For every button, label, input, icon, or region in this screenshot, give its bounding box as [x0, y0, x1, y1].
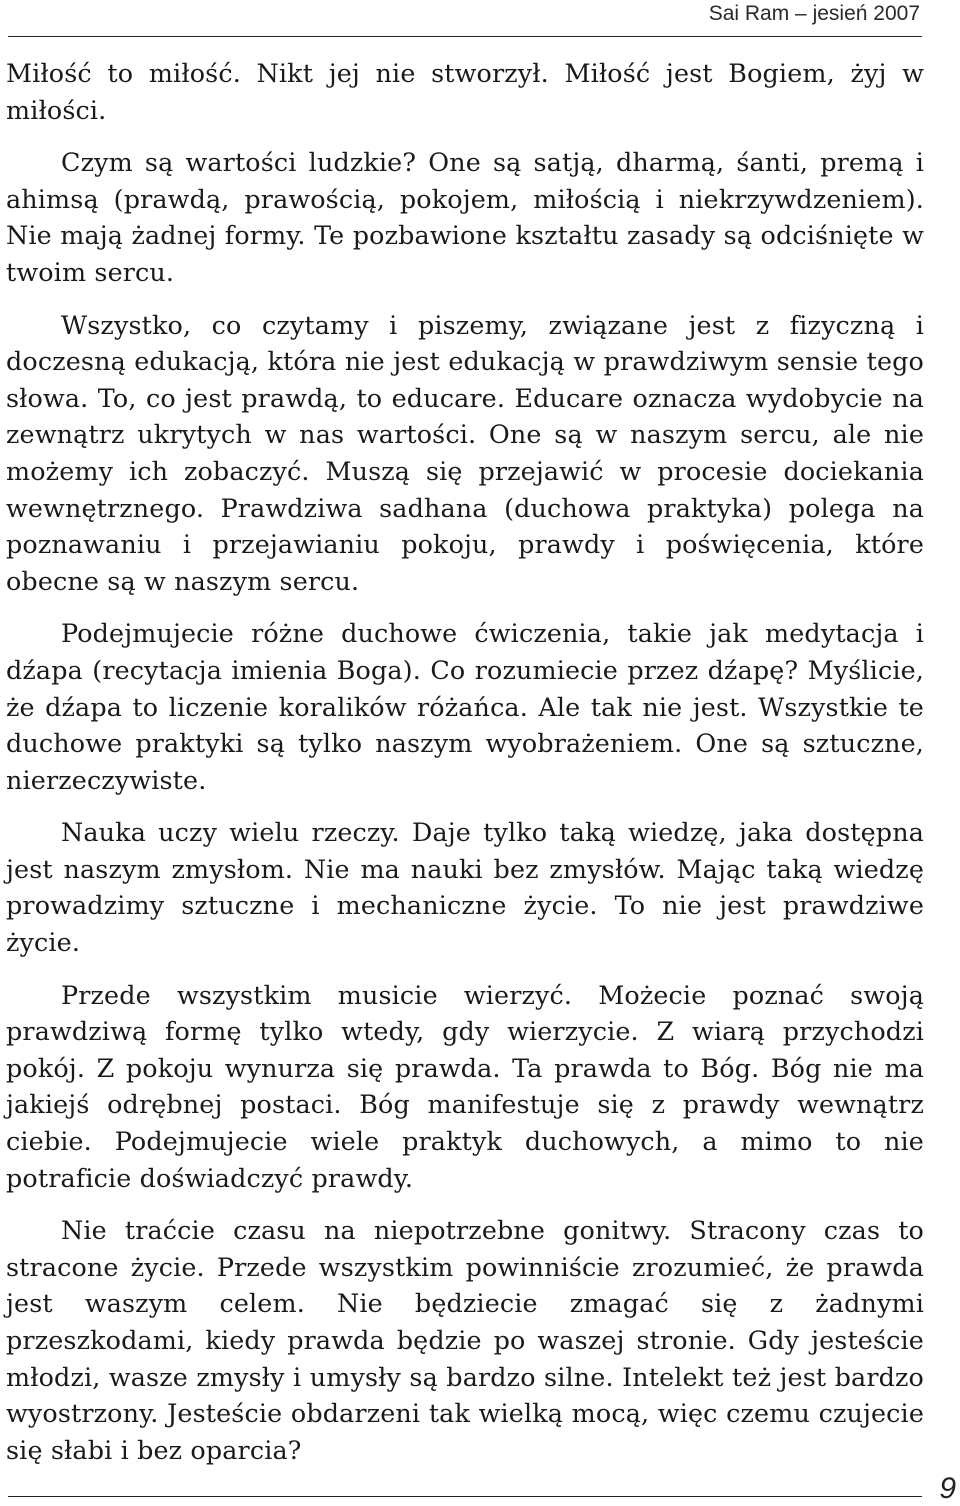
paragraph-2: Czym są wartości ludzkie? One są satją, dharmą, śanti, premą i ahimsą (prawdą, prawością, pokojem, miłością i niekrzywdzeniem). Nie mają żadnej formy. Te pozbawione kształtu zasady są odciśnięte w twoim sercu.: [6, 147, 924, 287]
paragraph-1: Miłość to miłość. Nikt jej nie stworzył. Miłość jest Bogiem, żyj w miłości.: [6, 58, 924, 125]
page-body: [6, 55, 924, 1484]
header-rule: [8, 36, 922, 37]
paragraph-7: Nie traćcie czasu na niepotrzebne gonitwy. Stracony czas to stracone życie. Przede wszystkim powinniście zrozumieć, że prawda jest waszym celem. Nie będziecie zmagać się z żadnymi przeszkodami, kiedy prawda będzie po waszej stronie. Gdy jesteście młodzi, wasze zmysły i umysły są bardzo silne. Intelekt też jest bardzo wyostrzony. Jesteście obdarzeni tak wielką mocą, więc czemu czujecie się słabi i bez oparcia?: [6, 1215, 924, 1465]
paragraph-4: Podejmujecie różne duchowe ćwiczenia, takie jak medytacja i dźapa (recytacja imienia Boga). Co rozumiecie przez dźapę? Myślicie, że dźapa to liczenie koralików różańca. Ale tak nie jest. Wszystkie te duchowe praktyki są tylko naszym wyobrażeniem. One są sztuczne, nierzeczywiste.: [6, 618, 924, 795]
paragraph-6: Przede wszystkim musicie wierzyć. Możecie poznać swoją prawdziwą formę tylko wtedy, gdy wierzycie. Z wiarą przychodzi pokój. Z pokoju wynurza się prawda. Ta prawda to Bóg. Bóg nie ma jakiejś odrębnej postaci. Bóg manifestuje się z prawdy wewnątrz ciebie. Podejmujecie wiele praktyk duchowych, a mimo to nie potraficie doświadczyć prawdy.: [6, 979, 924, 1193]
paragraph-3: Wszystko, co czytamy i piszemy, związane jest z fizyczną i doczesną edukacją, która nie jest edukacją w prawdziwym sensie tego słowa. To, co jest prawdą, to educare. Educare oznacza wydobycie na zewnątrz ukrytych w nas wartości. One są w naszym sercu, ale nie możemy ich zobaczyć. Muszą się przejawić w procesie dociekania wewnętrznego. Prawdziwa sadhana (duchowa praktyka) polega na poznawaniu i przejawianiu pokoju, prawdy i poświęcenia, które obecne są w naszym sercu.: [6, 309, 924, 596]
running-header: Sai Ram – jesień 2007: [708, 2, 920, 25]
footer-rule: [8, 1496, 922, 1497]
paragraph-5: Nauka uczy wielu rzeczy. Daje tylko taką wiedzę, jaka dostępna jest naszym zmysłom. Nie ma nauki bez zmysłów. Mając taką wiedzę prowadzimy sztuczne i mechaniczne życie. To nie jest prawdziwe życie.: [6, 817, 924, 958]
page-number: 9: [939, 1472, 956, 1505]
